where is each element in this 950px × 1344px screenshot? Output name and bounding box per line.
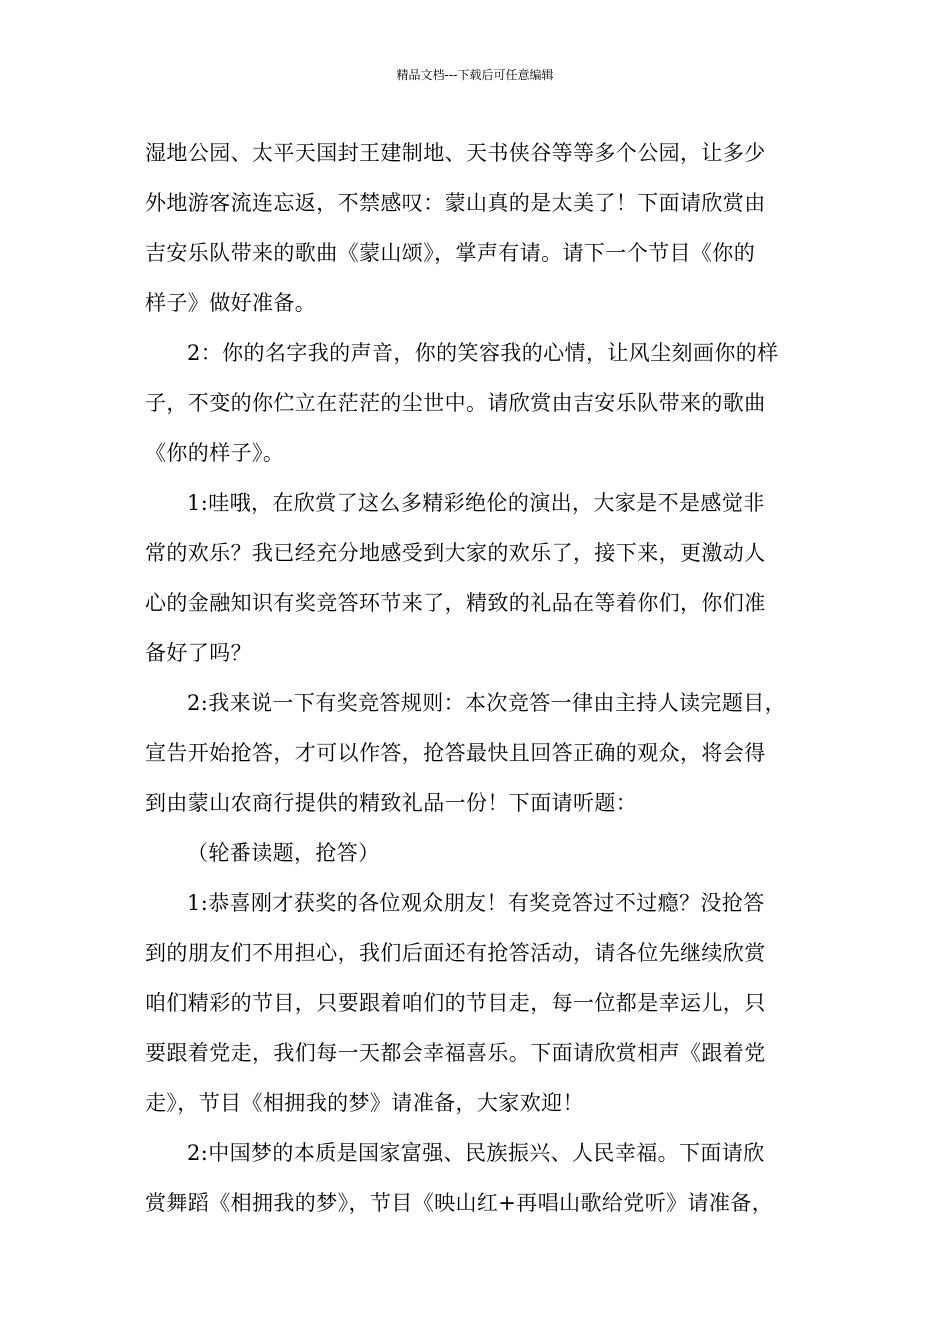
paragraph-4 [145, 678, 820, 828]
paragraph-6 [145, 878, 820, 1128]
text-line: 咱们精彩的节目，只要跟着咱们的节目走，每一位都是幸运儿，只 [145, 991, 766, 1015]
text-line: 宣告开始抢答，才可以作答，抢答最快且回答正确的观众，将会得 [145, 741, 766, 765]
text-line: 走》，节目《相拥我的梦》请准备，大家欢迎！ [145, 1091, 584, 1115]
paragraph-3 [145, 478, 820, 678]
text-line: 到的朋友们不用担心，我们后面还有抢答活动，请各位先继续欣赏 [145, 941, 766, 965]
text-line: 湿地公园、太平天国封王建制地、天书侠谷等等多个公园，让多少 [145, 141, 766, 165]
text-line: 2:我来说一下有奖竞答规则：本次竞答一律由主持人读完题目， [187, 691, 787, 715]
text-line: 到由蒙山农商行提供的精致礼品一份！下面请听题： [145, 791, 638, 815]
text-line: 常的欢乐？我已经充分地感受到大家的欢乐了，接下来，更激动人 [145, 541, 766, 565]
text-line: 子，不变的你伫立在茫茫的尘世中。请欣赏由吉安乐队带来的歌曲 [145, 391, 766, 415]
text-line: 要跟着党走，我们每一天都会幸福喜乐。下面请欣赏相声《跟着党 [145, 1041, 766, 1065]
text-line: 1:哇哦，在欣赏了这么多精彩绝伦的演出，大家是不是感觉非 [187, 491, 765, 515]
text-line: 2：你的名字我的声音，你的笑容我的心情，让风尘刻画你的样 [187, 341, 779, 365]
text-line: 备好了吗？ [145, 641, 252, 665]
page-header: 精品文档---下载后可任意编辑 [396, 68, 554, 82]
text-line: 《你的样子》。 [145, 441, 285, 465]
paragraph-7 [145, 1128, 820, 1228]
paragraph-1 [145, 128, 820, 328]
text-line: 1:恭喜刚才获奖的各位观众朋友！有奖竞答过不过瘾？没抢答 [187, 891, 765, 915]
text-line: 吉安乐队带来的歌曲《蒙山颂》，掌声有请。请下一个节目《你的 [145, 241, 756, 265]
text-line: 样子》做好准备。 [145, 291, 317, 315]
text-line: 外地游客流连忘返，不禁感叹：蒙山真的是太美了！下面请欣赏由 [145, 191, 766, 215]
paragraph-5 [145, 828, 820, 878]
text-line: （轮番读题，抢答） [187, 841, 380, 865]
document-body [145, 128, 820, 1228]
paragraph-2 [145, 328, 820, 478]
text-line: 心的金融知识有奖竞答环节来了，精致的礼品在等着你们，你们准 [145, 591, 766, 615]
text-line: 赏舞蹈《相拥我的梦》，节目《映山红+再唱山歌给党听》请准备， [145, 1191, 774, 1215]
text-line: 2:中国梦的本质是国家富强、民族振兴、人民幸福。下面请欣 [187, 1141, 765, 1165]
